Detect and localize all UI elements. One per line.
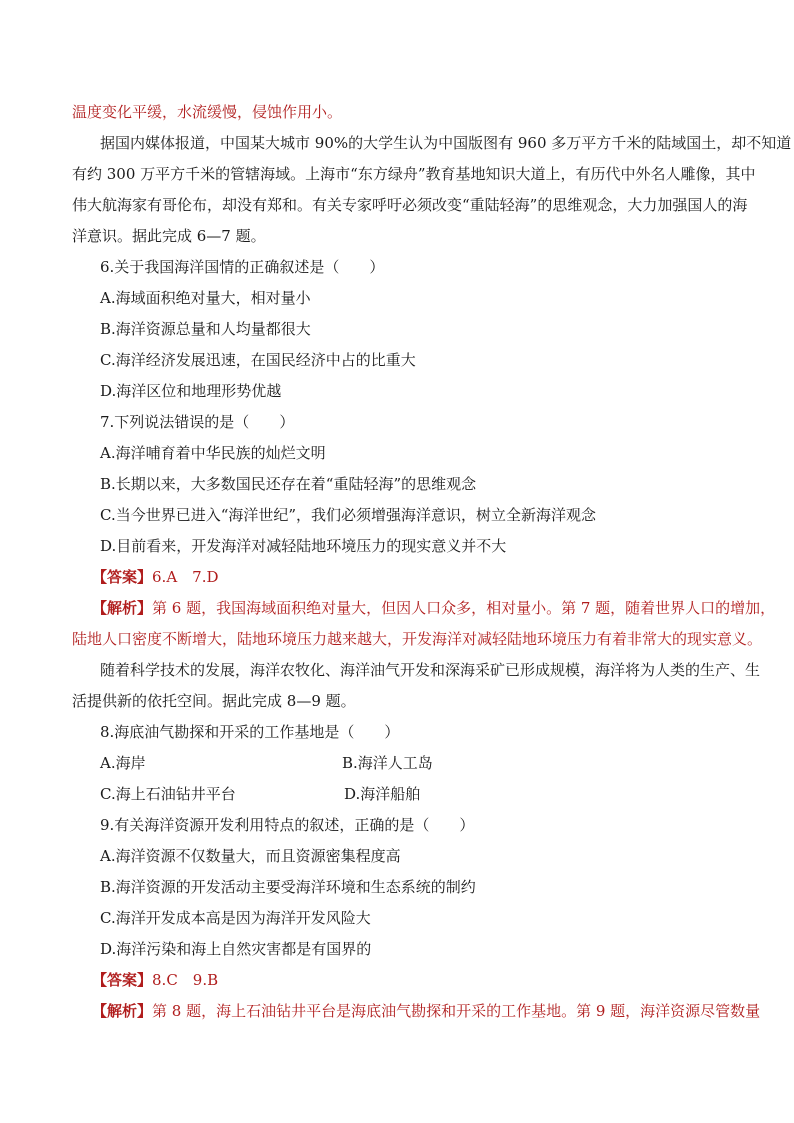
answer-2-value: 8.C 9.B <box>152 971 219 989</box>
continued-explanation-line: 温度变化平缓，水流缓慢，侵蚀作用小。 <box>72 103 343 121</box>
question-6-option-d: D.海洋区位和地理形势优越 <box>100 382 282 400</box>
question-8-options-row-1 <box>100 753 700 773</box>
explanation-2-line-1: 【解析】第 8 题，海上石油钻井平台是海底油气勘探和开采的工作基地。第 9 题，海洋资源尽管数量 <box>92 1002 761 1020</box>
question-7-option-b: B.长期以来，大多数国民还存在着“重陆轻海”的思维观念 <box>100 475 477 493</box>
question-7-option-a: A.海洋哺育着中华民族的灿烂文明 <box>100 444 326 462</box>
answer-1-value: 6.A 7.D <box>152 568 219 586</box>
question-6: 6.关于我国海洋国情的正确叙述是（ ） <box>100 258 385 276</box>
question-8-options-row-2 <box>100 784 700 804</box>
question-9-option-c: C.海洋开发成本高是因为海洋开发风险大 <box>100 909 371 927</box>
explanation-1-tag: 【解析】 <box>92 599 153 617</box>
passage-2-line-1: 随着科学技术的发展，海洋农牧化、海洋油气开发和深海采矿已形成规模，海洋将为人类的生产、生 <box>100 661 761 679</box>
passage-2-line-2: 活提供新的依托空间。据此完成 8—9 题。 <box>72 692 356 710</box>
passage-1-line-2: 有约 300 万平方千米的管辖海域。上海市“东方绿舟”教育基地知识大道上，有历代中外名人雕像，其中 <box>72 165 756 183</box>
question-7-option-c: C.当今世界已进入“海洋世纪”，我们必须增强海洋意识，树立全新海洋观念 <box>100 506 597 524</box>
question-6-option-b: B.海洋资源总量和人均量都很大 <box>100 320 311 338</box>
answer-2-tag: 【答案】 <box>92 971 153 989</box>
question-7-option-d: D.目前看来，开发海洋对减轻陆地环境压力的现实意义并不大 <box>100 537 507 555</box>
answer-1 <box>92 567 219 587</box>
question-8-option-d: D.海洋船舶 <box>344 785 421 803</box>
question-8: 8.海底油气勘探和开采的工作基地是（ ） <box>100 723 400 741</box>
answer-1-tag: 【答案】 <box>92 568 153 586</box>
question-9-option-a: A.海洋资源不仅数量大，而且资源密集程度高 <box>100 847 401 865</box>
explanation-1-line-1: 【解析】第 6 题，我国海域面积绝对量大，但因人口众多，相对量小。第 7 题，随着世界人口的增加， <box>92 599 776 617</box>
question-6-option-a: A.海域面积绝对量大，相对量小 <box>100 289 311 307</box>
question-9-option-d: D.海洋污染和海上自然灾害都是有国界的 <box>100 940 372 958</box>
answer-2 <box>92 970 218 990</box>
passage-1-line-1: 据国内媒体报道，中国某大城市 90%的大学生认为中国版图有 960 多万平方千米的陆域国土，却不知道 <box>100 134 792 152</box>
question-8-option-c: C.海上石油钻井平台 <box>100 785 236 803</box>
question-9: 9.有关海洋资源开发利用特点的叙述，正确的是（ ） <box>100 816 475 834</box>
question-7: 7.下列说法错误的是（ ） <box>100 413 295 431</box>
explanation-2-tag: 【解析】 <box>92 1002 153 1020</box>
question-8-option-a: A.海岸 <box>100 754 146 772</box>
question-6-option-c: C.海洋经济发展迅速，在国民经济中占的比重大 <box>100 351 416 369</box>
passage-1-line-4: 洋意识。据此完成 6—7 题。 <box>72 227 266 245</box>
passage-1-line-3: 伟大航海家有哥伦布，却没有郑和。有关专家呼吁必须改变“重陆轻海”的思维观念，大力加强国人的海 <box>72 196 748 214</box>
explanation-1-line-2: 陆地人口密度不断增大，陆地环境压力越来越大，开发海洋对减轻陆地环境压力有着非常大的现实意义。 <box>72 630 763 648</box>
question-8-option-b: B.海洋人工岛 <box>342 754 433 772</box>
question-9-option-b: B.海洋资源的开发活动主要受海洋环境和生态系统的制约 <box>100 878 476 896</box>
